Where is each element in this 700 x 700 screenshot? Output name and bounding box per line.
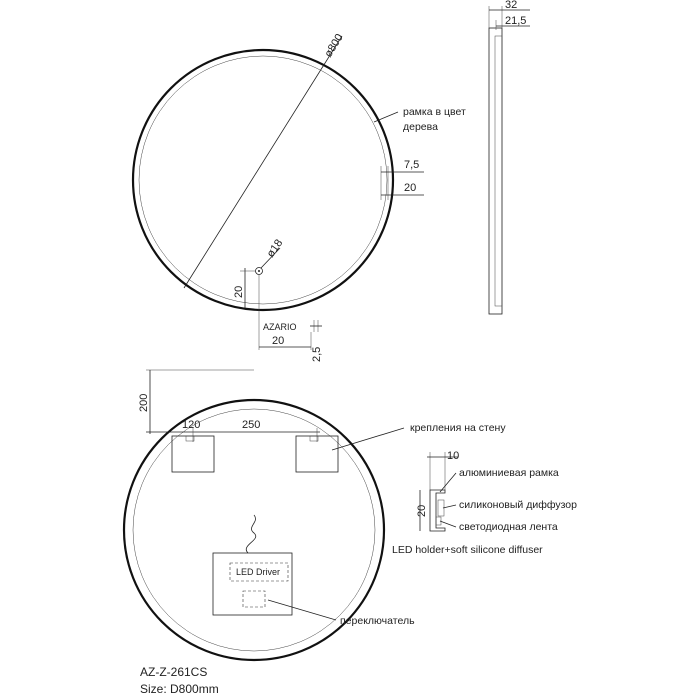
profile-caption: LED holder+soft silicone diffuser [392, 544, 543, 556]
side-dim-total-label: 32 [505, 0, 518, 11]
logo-offset-dim-label: 2,5 [311, 346, 323, 362]
mount-spacing-dim-label: 250 [242, 419, 261, 431]
switch-module [243, 591, 265, 607]
profile-detail [392, 450, 577, 556]
aluminum-note-leader [440, 473, 456, 492]
led-driver-label: LED Driver [236, 567, 281, 577]
aluminum-note: алюминиевая рамка [459, 467, 559, 479]
diffuser-note-leader [443, 505, 456, 508]
mount-note: крепления на стену [410, 422, 506, 434]
led-note-leader [440, 521, 456, 527]
led-driver-housing [213, 553, 292, 615]
front-view [133, 32, 466, 362]
sensor-hole-center [258, 270, 260, 272]
power-cable [246, 515, 256, 553]
front-mirror-inner-ring [139, 56, 387, 304]
hole-horizontal-dim-label: 20 [272, 335, 285, 347]
profile-width-dim-label: 10 [447, 450, 460, 462]
front-mirror-outer-ring [133, 50, 393, 310]
size-label: Size: D800mm [140, 682, 219, 696]
mount-left-dim-label: 120 [182, 419, 201, 431]
mount-height-dim-label: 200 [138, 393, 150, 412]
sensor-hole-diameter-label: ø18 [264, 237, 286, 260]
led-note: светодиодная лента [459, 521, 558, 533]
back-view [124, 370, 506, 660]
profile-height-dim-label: 20 [416, 504, 428, 517]
frame-note-line2: дерева [403, 121, 438, 133]
frame-note-line1: рамка в цвет [403, 106, 466, 118]
frame-dim-outer-label: 20 [404, 182, 417, 194]
side-view [489, 0, 530, 314]
side-profile-frame [495, 36, 502, 306]
frame-dim-inner-label: 7,5 [404, 159, 420, 171]
footer [140, 665, 219, 696]
mount-note-leader [332, 428, 404, 450]
switch-note: переключатель [340, 615, 415, 627]
front-diameter-line [184, 36, 342, 288]
front-diameter-label: ø800 [322, 31, 346, 60]
switch-note-leader [268, 600, 336, 620]
model-number: AZ-Z-261CS [140, 665, 208, 679]
side-profile-body [489, 28, 502, 314]
diffuser-note: силиконовый диффузор [459, 499, 577, 511]
azario-logo: AZARIO [263, 322, 297, 332]
hole-vertical-dim-label: 20 [233, 285, 245, 298]
side-dim-frame-label: 21,5 [505, 15, 527, 27]
